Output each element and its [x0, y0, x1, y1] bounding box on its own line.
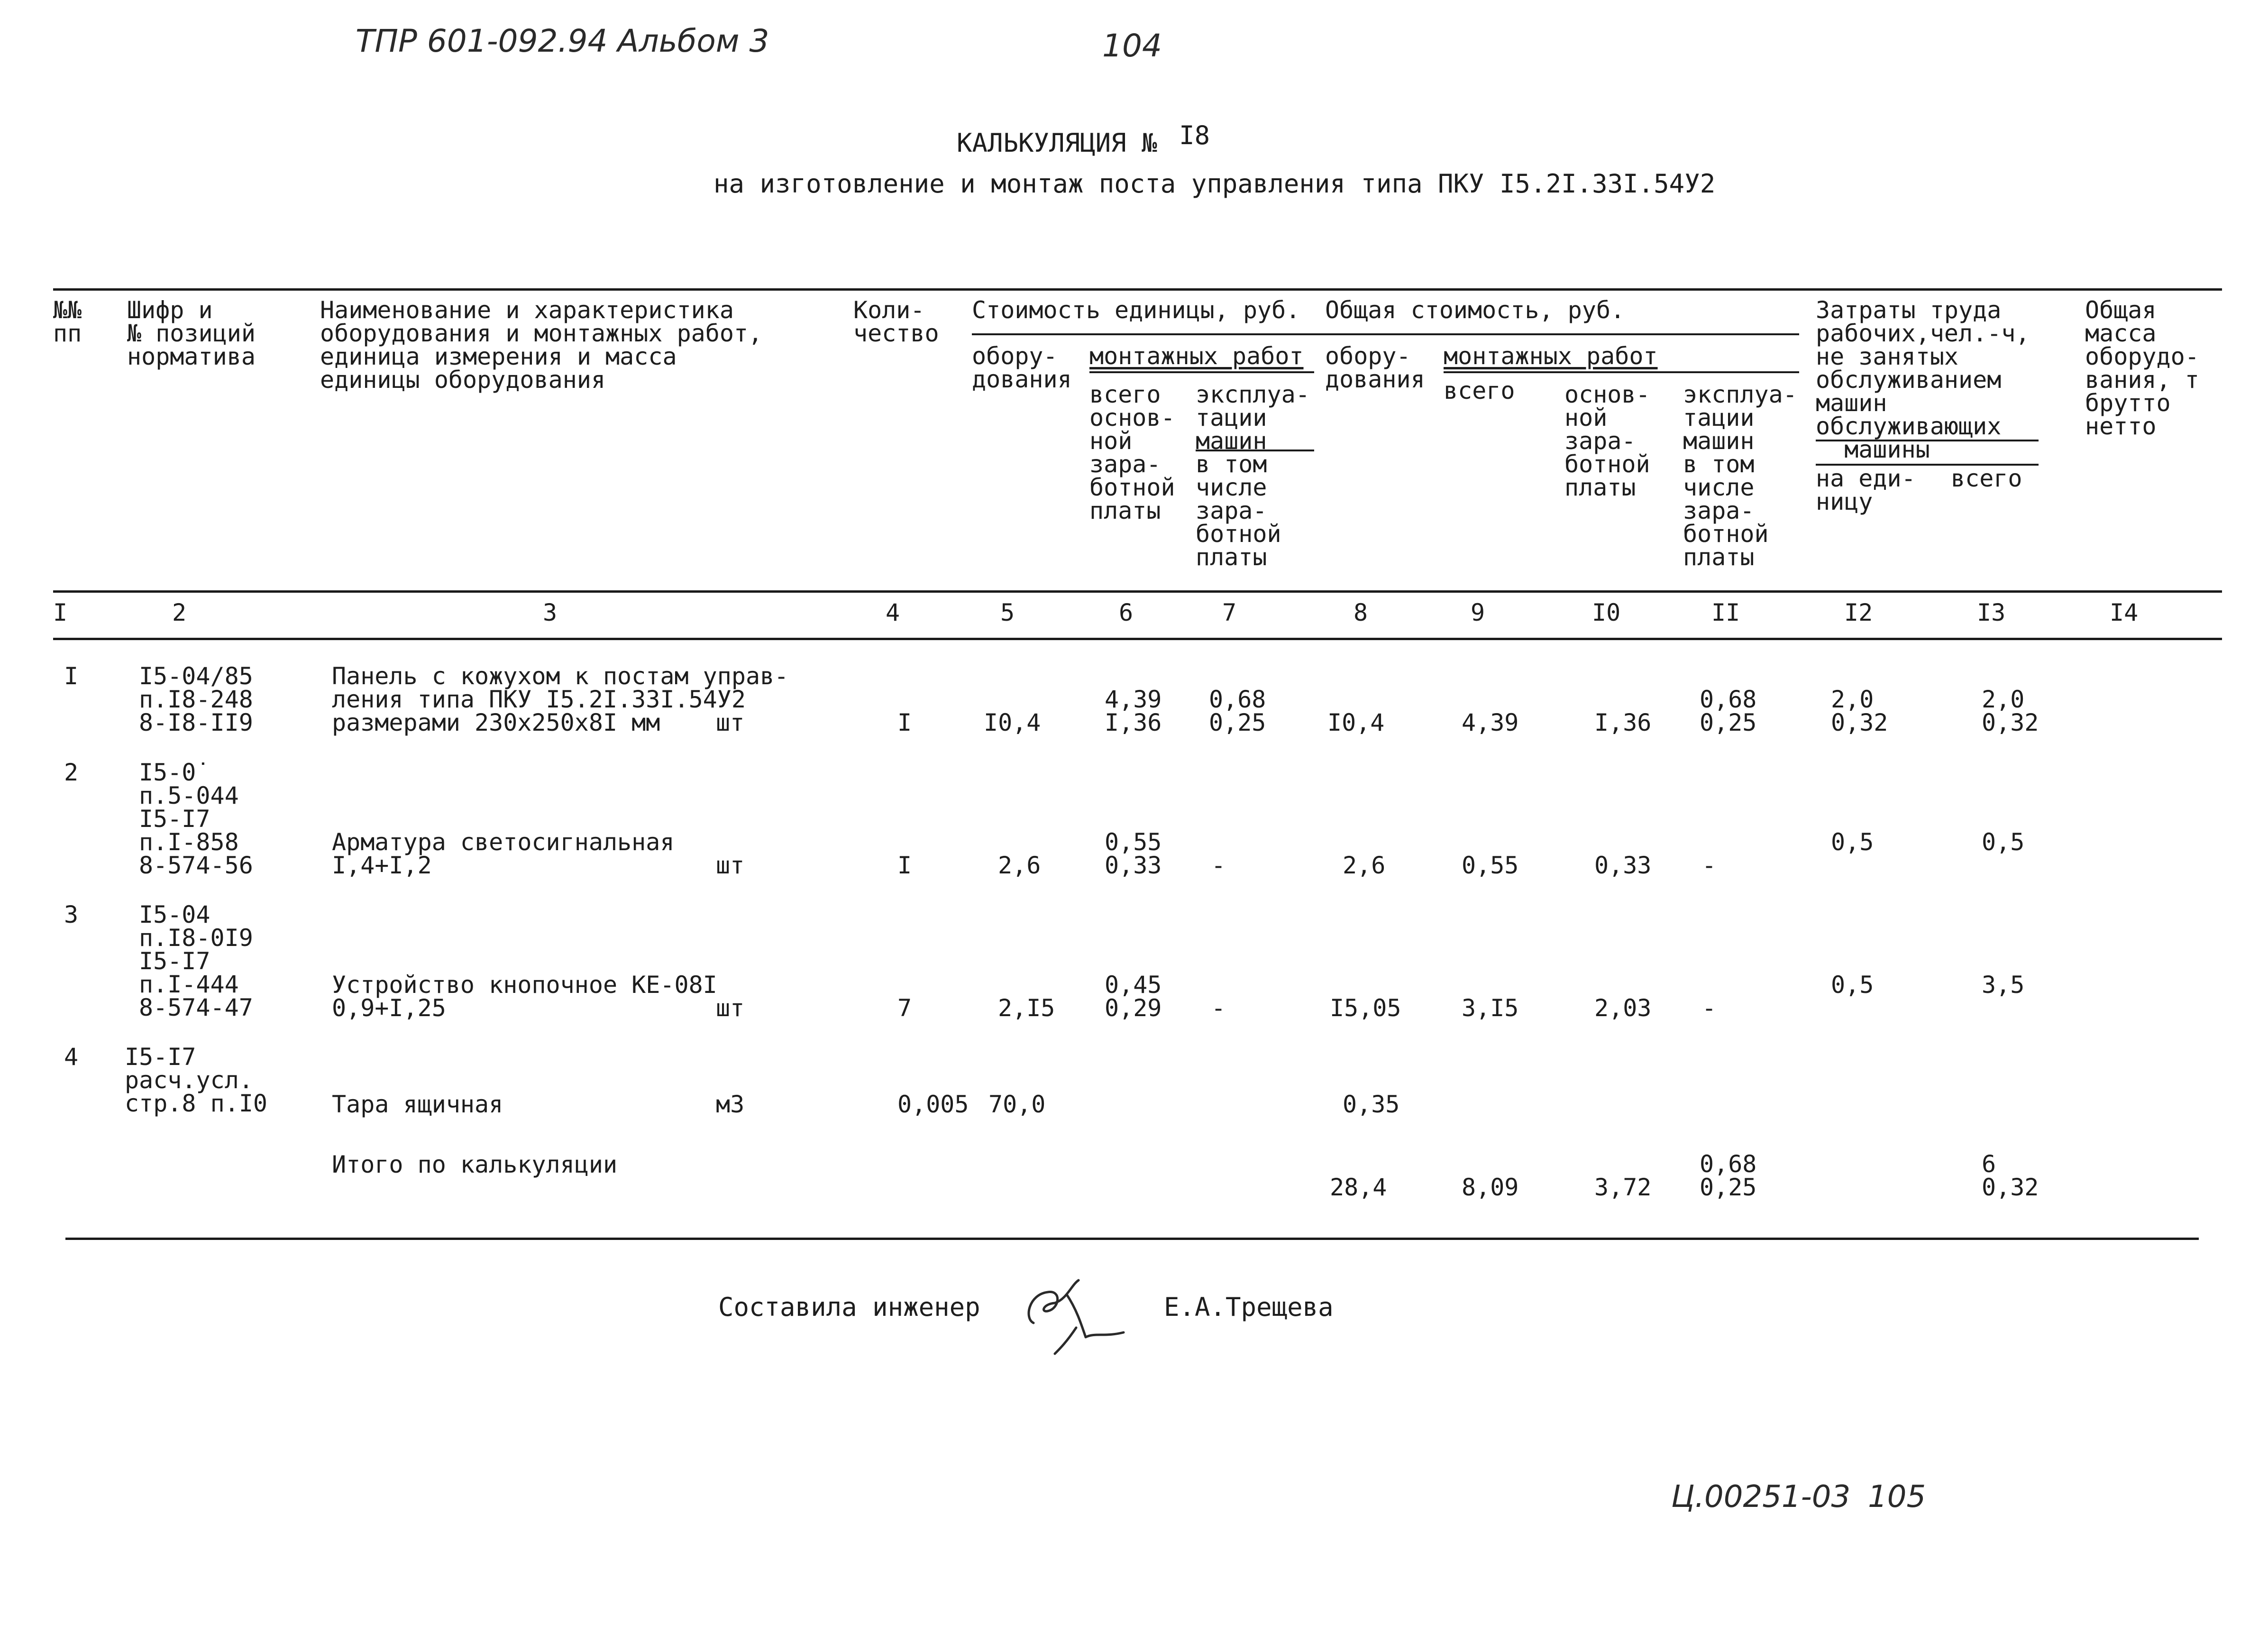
stamp-code: Ц.00251-03	[1671, 1479, 1851, 1514]
col-header-labor: Затраты труда рабочих,чел.-ч, не занятых обслуживанием машин обслуживающих машины	[1816, 296, 2030, 463]
row-c9: 0,55	[1462, 852, 1519, 879]
row-c5: 2,I5	[998, 994, 1055, 1022]
row-c10: 0,33	[1594, 852, 1652, 879]
row-code: I5-04/85 п.I8-248 8-I8-II9	[139, 662, 253, 736]
col-num-3: 3	[543, 599, 558, 626]
row-c5: 70,0	[988, 1091, 1046, 1118]
col-header-c6: всего основ- ной зара- ботной платы	[1089, 381, 1175, 524]
table-top-rule	[53, 288, 2222, 291]
row-c11: 0,68 0,25	[1700, 686, 1757, 736]
calc-number: I8	[1179, 120, 1210, 150]
row-c11: -	[1702, 994, 1717, 1022]
col-num-12: I2	[1844, 599, 1873, 626]
col-header-total-cost: Общая стоимость, руб.	[1325, 296, 1625, 324]
col-num-8: 8	[1353, 599, 1368, 626]
col-num-7: 7	[1222, 599, 1237, 626]
row-qty: 0,005	[897, 1091, 969, 1118]
mont-unit-rule	[1089, 371, 1314, 373]
row-c13: 2,0 0,32	[1982, 686, 2039, 736]
total-label: Итого по калькуляции	[332, 1151, 618, 1178]
column-number-rule	[53, 638, 2222, 640]
col-header-unit-cost: Стоимость единицы, руб.	[972, 296, 1300, 324]
row-name: Панель с кожухом к постам управ- ления типа ПКУ I5.2I.33I.54У2 размерами 230х250х8I мм	[332, 662, 789, 736]
col-header-mont-total: монтажных работ	[1444, 342, 1658, 370]
row-unit: шт	[716, 852, 745, 879]
total-c10: 3,72	[1594, 1174, 1652, 1201]
row-name: Устройство кнопочное КЕ-08I 0,9+I,25	[332, 971, 717, 1022]
row-c8: I5,05	[1330, 994, 1401, 1022]
row-unit: шт	[716, 709, 745, 736]
row-c11: -	[1702, 852, 1717, 879]
col-header-c12: на еди- ницу	[1816, 465, 1916, 515]
row-name: Тара ящичная	[332, 1091, 503, 1118]
col-header-n: №№ пп	[53, 296, 82, 347]
row-code: I5-I7 расч.усл. стр.8 п.I0	[125, 1043, 268, 1117]
col-header-equip-total: обору- дования	[1325, 342, 1425, 393]
row-c5: I0,4	[984, 709, 1041, 736]
composed-by-label: Составила инженер	[718, 1292, 980, 1322]
row-c8: 0,35	[1343, 1091, 1400, 1118]
calc-subtitle: на изготовление и монтаж поста управления типа ПКУ I5.2I.33I.54У2	[713, 169, 1716, 199]
row-qty: I	[897, 709, 912, 736]
row-c10: 2,03	[1594, 994, 1652, 1022]
page-number: 104	[1102, 28, 1162, 64]
row-qty: I	[897, 852, 912, 879]
mont-total-rule	[1444, 371, 1799, 373]
row-code: I5-04 п.I8-0I9 I5-I7 п.I-444 8-574-47	[139, 901, 253, 1021]
col-header-c14: Общая масса оборудо- вания, т брутто нетто	[2085, 296, 2199, 440]
col-header-qty: Коли- чество	[853, 296, 939, 347]
col-header-code: Шифр и № позиций норматива	[127, 296, 256, 370]
total-c8: 28,4	[1330, 1174, 1387, 1201]
engineer-name: Е.А.Трещева	[1164, 1292, 1334, 1322]
row-name: Арматура светосигнальная I,4+I,2	[332, 828, 675, 879]
header-bottom-rule	[53, 590, 2222, 593]
col-num-6: 6	[1119, 599, 1134, 626]
row-c10: I,36	[1594, 709, 1652, 736]
total-c9: 8,09	[1462, 1174, 1519, 1201]
cost-subheader-rule	[972, 333, 1799, 335]
calc-title-prefix: КАЛЬКУЛЯЦИЯ №	[957, 128, 1157, 158]
col-num-1: I	[53, 599, 68, 626]
col-header-c10: основ- ной зара- ботной платы	[1564, 381, 1650, 501]
album-reference: ТПР 601-092.94 Альбом 3	[356, 23, 769, 59]
row-c9: 4,39	[1462, 709, 1519, 736]
row-c7: -	[1211, 994, 1226, 1022]
row-number: 4	[64, 1043, 79, 1071]
total-c13: 6 0,32	[1982, 1150, 2039, 1201]
total-c11: 0,68 0,25	[1700, 1150, 1757, 1201]
row-c7: 0,68 0,25	[1209, 686, 1266, 736]
row-c6: 4,39 I,36	[1105, 686, 1162, 736]
col-num-4: 4	[886, 599, 900, 626]
row-c7: -	[1211, 852, 1226, 879]
row-c6: 0,45 0,29	[1105, 971, 1162, 1022]
col-header-name: Наименование и характеристика оборудования и монтажных работ, единица измерения и масса единицы оборудования	[320, 296, 763, 394]
row-unit: м3	[716, 1091, 745, 1118]
row-code: I5-0˙ п.5-044 I5-I7 п.I-858 8-574-56	[139, 759, 253, 879]
row-c12: 0,5	[1831, 971, 1874, 999]
col-num-14: I4	[2110, 599, 2139, 626]
col-num-2: 2	[172, 599, 187, 626]
row-c12: 0,5	[1831, 828, 1874, 856]
row-c9: 3,I5	[1462, 994, 1519, 1022]
calc-title	[957, 120, 1210, 158]
col-num-9: 9	[1471, 599, 1485, 626]
row-qty: 7	[897, 994, 912, 1022]
row-number: I	[64, 662, 79, 690]
row-number: 3	[64, 901, 79, 928]
col-header-c9: всего	[1444, 377, 1515, 404]
row-number: 2	[64, 759, 79, 786]
col-header-mont-unit: монтажных работ	[1089, 342, 1304, 370]
stamp-page: 105	[1868, 1479, 1926, 1514]
table-bottom-rule	[65, 1238, 2199, 1240]
col-header-c7: эксплуа- тации машин в том числе зара- ботной платы	[1196, 381, 1310, 571]
row-c12: 2,0 0,32	[1831, 686, 1888, 736]
row-c5: 2,6	[998, 852, 1041, 879]
col-num-13: I3	[1977, 599, 2006, 626]
col-num-10: I0	[1592, 599, 1621, 626]
col-header-equip-unit: обору- дования	[972, 342, 1072, 393]
row-c8: I0,4	[1327, 709, 1385, 736]
row-c8: 2,6	[1343, 852, 1386, 879]
signature-icon	[1015, 1266, 1133, 1361]
row-unit: шт	[716, 994, 745, 1022]
row-c13: 3,5	[1982, 971, 2025, 999]
col-num-11: II	[1711, 599, 1740, 626]
row-c13: 0,5	[1982, 828, 2025, 856]
col-num-5: 5	[1000, 599, 1015, 626]
row-c6: 0,55 0,33	[1105, 828, 1162, 879]
col-header-c11: эксплуа- тации машин в том числе зара- ботной платы	[1683, 381, 1797, 571]
col-header-c13: всего	[1951, 465, 2022, 492]
